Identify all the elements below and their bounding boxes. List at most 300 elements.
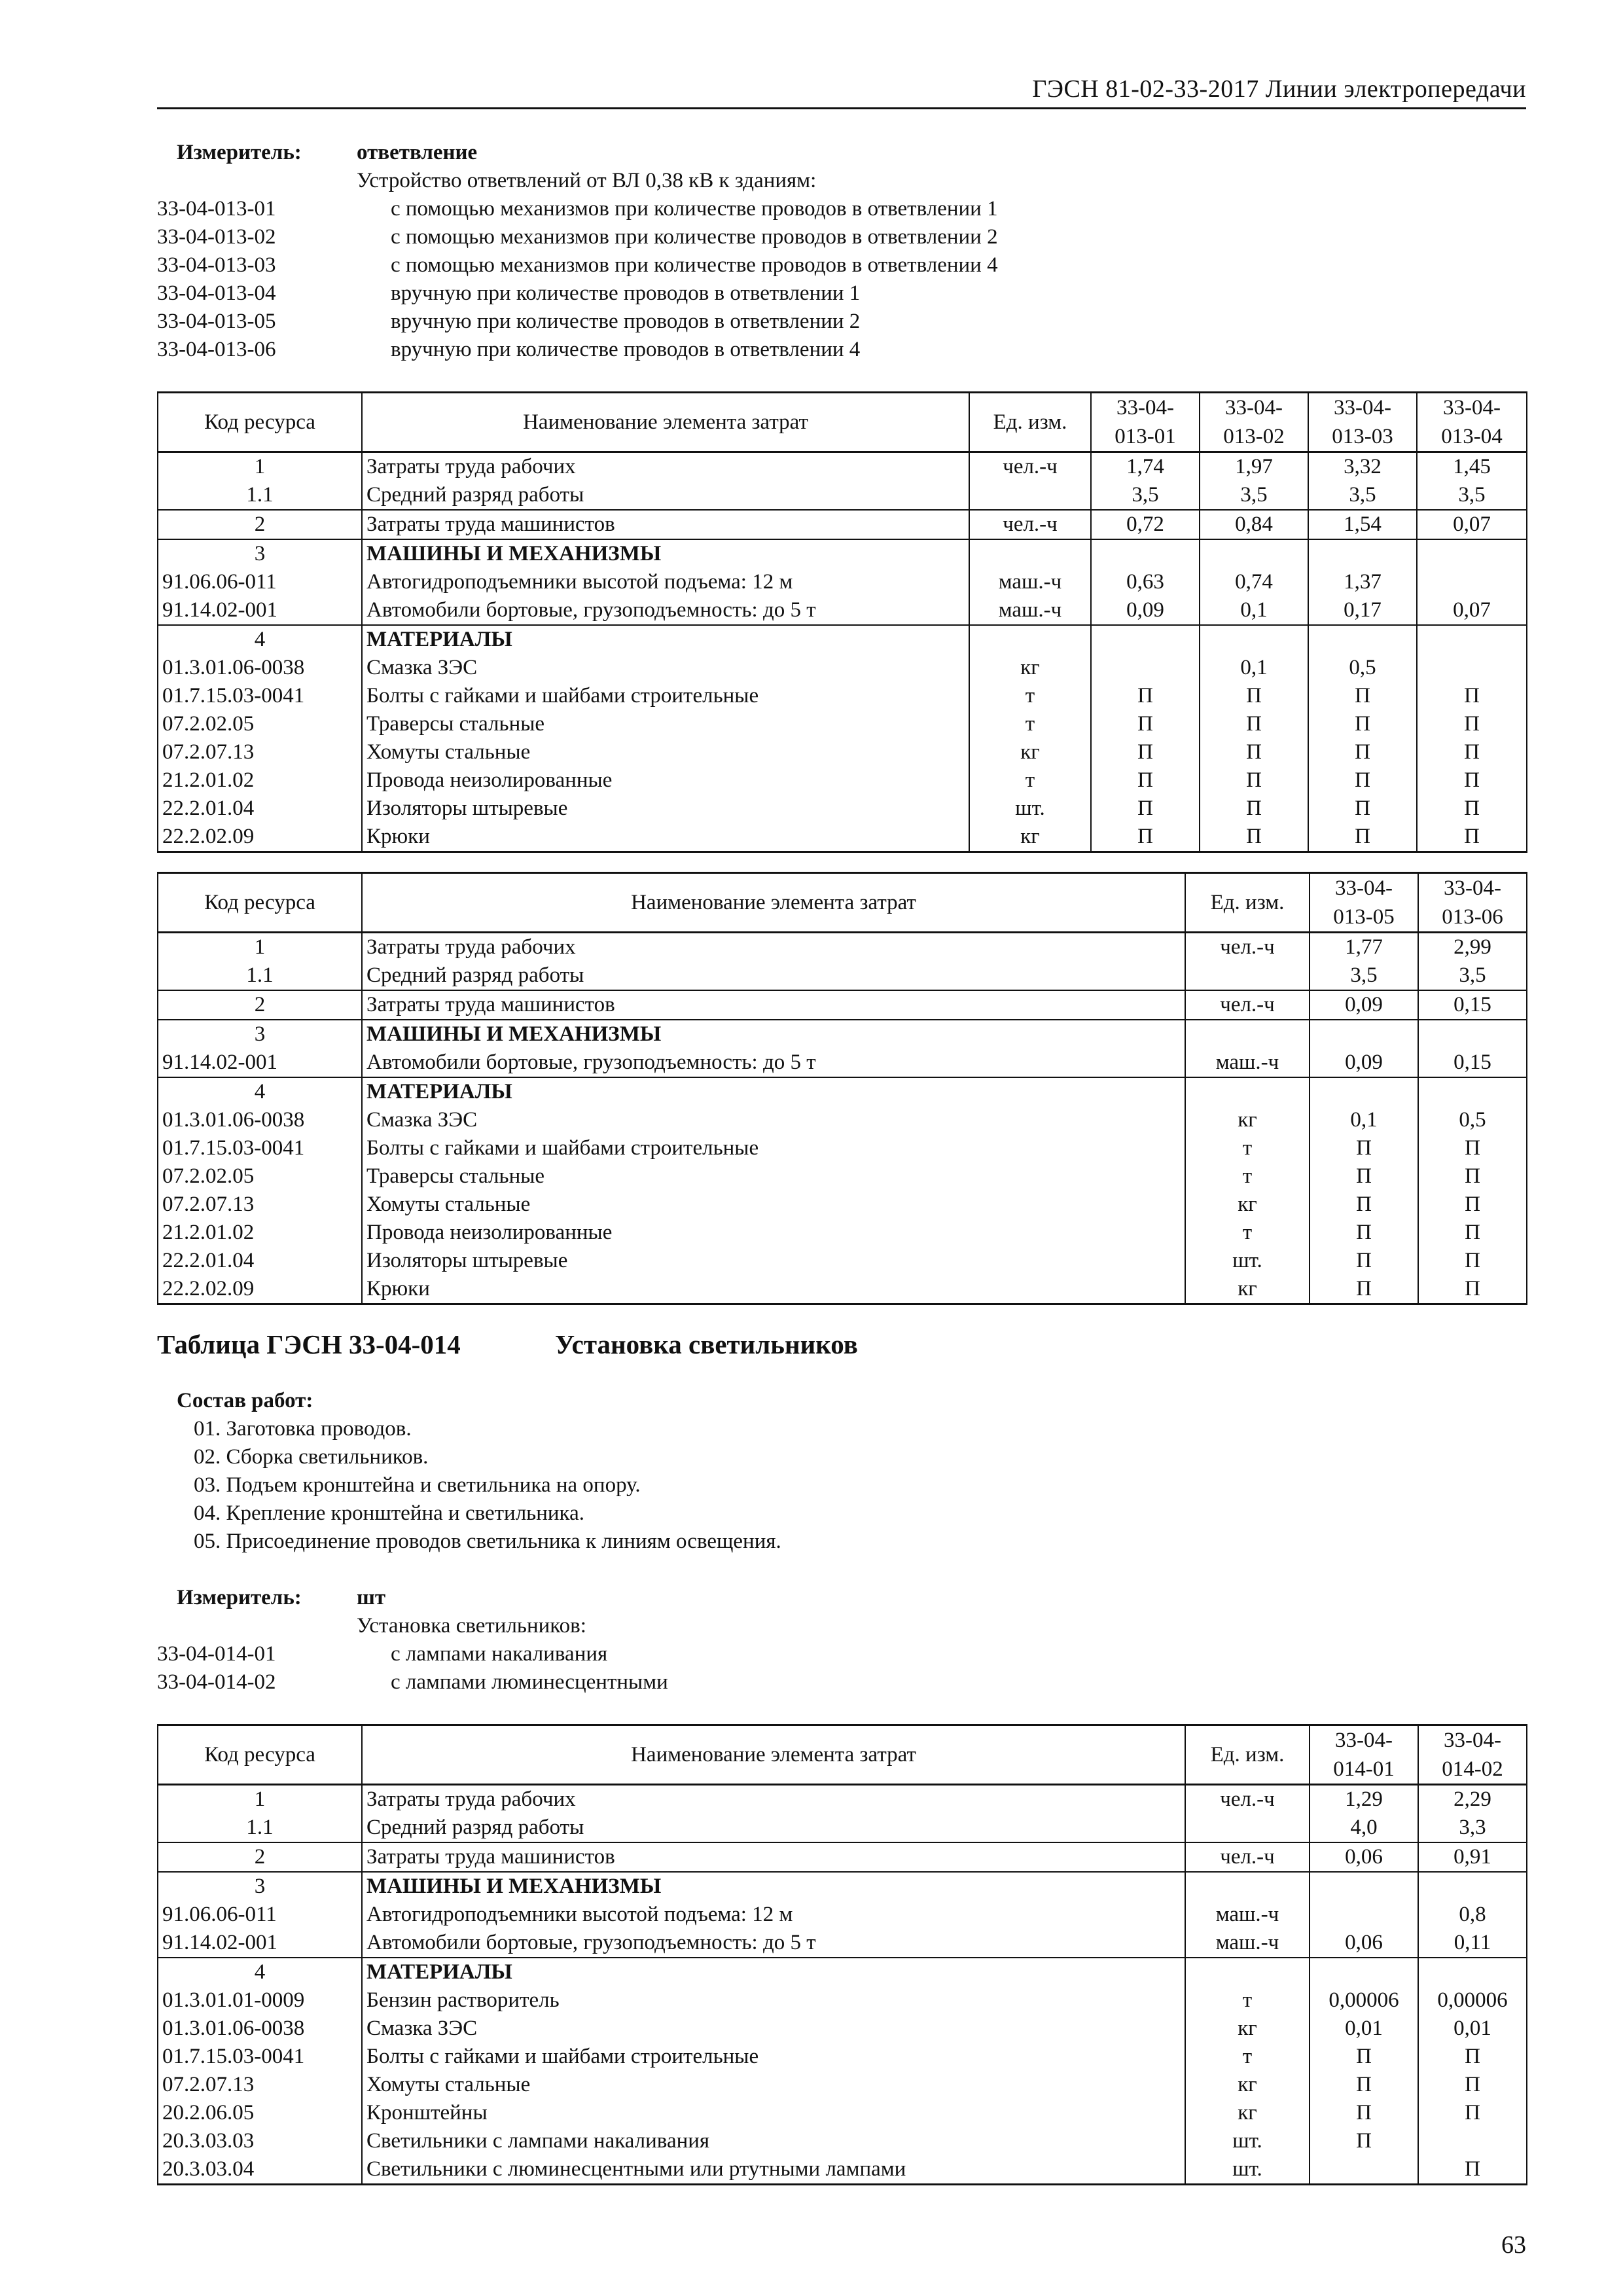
value-cell: П: [1310, 1162, 1418, 1191]
value-cell: 3,5: [1418, 961, 1527, 990]
table-row: [158, 2099, 1527, 2127]
unit: [1185, 1814, 1310, 1842]
value-cell: [1418, 1872, 1527, 1901]
unit: шт.: [1185, 1247, 1310, 1275]
cost-element-name: Автомобили бортовые, грузоподъемность: до 5 т: [362, 596, 969, 625]
cost-element-name: Автогидроподъемники высотой подъема: 12 м: [362, 568, 969, 596]
table-row: [158, 539, 1527, 568]
unit: т: [1185, 1134, 1310, 1162]
value-cell: П: [1417, 795, 1527, 823]
value-cell: П: [1091, 682, 1200, 710]
measure-row: [157, 139, 1526, 167]
intro-row: [157, 1612, 1526, 1640]
measure-item: [157, 1668, 1526, 1696]
unit: [1185, 961, 1310, 990]
intro-text: Устройство ответвлений от ВЛ 0,38 кВ к зданиям:: [357, 169, 817, 192]
unit: кг: [969, 654, 1091, 682]
value-cell: 0,09: [1310, 990, 1418, 1020]
cost-element-name: Затраты труда машинистов: [362, 1842, 1185, 1872]
item-code: 33-04-013-03: [157, 253, 276, 277]
resource-code: 01.3.01.06-0038: [158, 654, 362, 682]
unit: маш.-ч: [1185, 1049, 1310, 1077]
resource-code: 21.2.01.02: [158, 766, 362, 795]
unit: кг: [1185, 2071, 1310, 2099]
cost-element-name: Болты с гайками и шайбами строительные: [362, 2043, 1185, 2071]
measure-row: [157, 1584, 1526, 1612]
resource-code: 21.2.01.02: [158, 1219, 362, 1247]
resource-code: 91.06.06-011: [158, 1901, 362, 1929]
header-col-4: 33-04- 013-04: [1417, 393, 1527, 452]
resource-code: 91.14.02-001: [158, 1929, 362, 1958]
value-cell: 0,5: [1308, 654, 1417, 682]
table-row: [158, 1020, 1527, 1049]
cost-element-name: МАТЕРИАЛЫ: [362, 1958, 1185, 1986]
value-cell: 0,06: [1310, 1929, 1418, 1958]
unit: т: [969, 766, 1091, 795]
table-row: [158, 510, 1527, 539]
cost-element-name: Средний разряд работы: [362, 1814, 1185, 1842]
cost-element-name: Автомобили бортовые, грузоподъемность: до 5 т: [362, 1929, 1185, 1958]
table-row: [158, 795, 1527, 823]
value-cell: [1308, 539, 1417, 568]
resource-code: 22.2.01.04: [158, 1247, 362, 1275]
resource-code: 91.06.06-011: [158, 568, 362, 596]
value-cell: 4,0: [1310, 1814, 1418, 1842]
resource-code: 91.14.02-001: [158, 1049, 362, 1077]
resource-code: 1.1: [158, 961, 362, 990]
resource-code: 2: [158, 510, 362, 539]
value-cell: 1,37: [1308, 568, 1417, 596]
table-row: [158, 990, 1527, 1020]
unit: [1185, 1872, 1310, 1901]
value-cell: 0,00006: [1310, 1986, 1418, 2015]
resource-code: 20.3.03.03: [158, 2127, 362, 2155]
value-cell: П: [1200, 710, 1308, 738]
table-row: [158, 481, 1527, 510]
unit: маш.-ч: [969, 568, 1091, 596]
value-cell: П: [1418, 1162, 1527, 1191]
unit: маш.-ч: [1185, 1929, 1310, 1958]
value-cell: 3,32: [1308, 452, 1417, 482]
value-cell: [1310, 1958, 1418, 1986]
unit: кг: [1185, 1191, 1310, 1219]
value-cell: П: [1418, 2071, 1527, 2099]
value-cell: П: [1418, 1191, 1527, 1219]
unit: кг: [1185, 1106, 1310, 1134]
table-row: [158, 961, 1527, 990]
work-item: 02. Сборка светильников.: [194, 1445, 429, 1469]
value-cell: 1,77: [1310, 933, 1418, 962]
cost-element-name: Провода неизолированные: [362, 1219, 1185, 1247]
unit: чел.-ч: [1185, 933, 1310, 962]
item-code: 33-04-013-01: [157, 197, 276, 221]
resource-code: 20.3.03.04: [158, 2155, 362, 2185]
table-row: [158, 596, 1527, 625]
cost-element-name: Хомуты стальные: [362, 738, 969, 766]
resource-table-013-05-06: [157, 872, 1527, 1305]
resource-code: 07.2.02.05: [158, 1162, 362, 1191]
value-cell: [1091, 539, 1200, 568]
value-cell: П: [1091, 823, 1200, 852]
resource-code: 01.3.01.06-0038: [158, 1106, 362, 1134]
value-cell: 1,54: [1308, 510, 1417, 539]
cost-element-name: Затраты труда рабочих: [362, 933, 1185, 962]
resource-code: 01.7.15.03-0041: [158, 682, 362, 710]
value-cell: [1418, 2127, 1527, 2155]
work-item: 03. Подъем кронштейна и светильника на опору.: [194, 1473, 641, 1497]
unit: шт.: [969, 795, 1091, 823]
table-header-row: [158, 873, 1527, 933]
cost-element-name: Светильники с лампами накаливания: [362, 2127, 1185, 2155]
header-unit: Ед. изм.: [1185, 1725, 1310, 1785]
measure-item: [157, 195, 1526, 223]
header-unit: Ед. изм.: [1185, 873, 1310, 933]
item-text: вручную при количестве проводов в ответвлении 1: [391, 281, 861, 305]
value-cell: 3,5: [1091, 481, 1200, 510]
value-cell: 1,74: [1091, 452, 1200, 482]
measure-value: ответвление: [357, 141, 478, 164]
resource-code: 4: [158, 1077, 362, 1106]
table-row: [158, 1986, 1527, 2015]
work-item: 04. Крепление кронштейна и светильника.: [194, 1501, 584, 1525]
resource-code: 3: [158, 539, 362, 568]
unit: т: [969, 710, 1091, 738]
value-cell: П: [1200, 795, 1308, 823]
item-code: 33-04-014-02: [157, 1670, 276, 1694]
cost-element-name: Изоляторы штыревые: [362, 795, 969, 823]
value-cell: 0,1: [1200, 654, 1308, 682]
value-cell: П: [1417, 710, 1527, 738]
value-cell: [1418, 1077, 1527, 1106]
measure-value: шт: [357, 1586, 386, 1609]
value-cell: 3,5: [1310, 961, 1418, 990]
value-cell: 0,8: [1418, 1901, 1527, 1929]
value-cell: П: [1308, 682, 1417, 710]
value-cell: П: [1310, 2127, 1418, 2155]
cost-element-name: Хомуты стальные: [362, 1191, 1185, 1219]
table-row: [158, 1842, 1527, 1872]
resource-code: 01.7.15.03-0041: [158, 1134, 362, 1162]
resource-code: 22.2.02.09: [158, 1275, 362, 1304]
value-cell: 0,00006: [1418, 1986, 1527, 2015]
unit: [969, 539, 1091, 568]
resource-code: 07.2.02.05: [158, 710, 362, 738]
table-row: [158, 2043, 1527, 2071]
value-cell: [1417, 568, 1527, 596]
item-code: 33-04-013-05: [157, 310, 276, 333]
cost-element-name: Затраты труда рабочих: [362, 452, 969, 482]
resource-code: 01.3.01.06-0038: [158, 2015, 362, 2043]
unit: [969, 625, 1091, 654]
table-row: [158, 1077, 1527, 1106]
cost-element-name: Крюки: [362, 1275, 1185, 1304]
measure-item: [157, 223, 1526, 251]
table-row: [158, 2155, 1527, 2185]
unit: кг: [1185, 2099, 1310, 2127]
item-text: с лампами люминесцентными: [391, 1670, 668, 1694]
value-cell: 3,5: [1200, 481, 1308, 510]
cost-element-name: Светильники с люминесцентными или ртутными лампами: [362, 2155, 1185, 2185]
value-cell: [1091, 654, 1200, 682]
cost-element-name: Хомуты стальные: [362, 2071, 1185, 2099]
resource-code: 4: [158, 1958, 362, 1986]
value-cell: [1200, 539, 1308, 568]
table-row: [158, 738, 1527, 766]
measure-block-013: [157, 139, 1526, 364]
value-cell: П: [1310, 1275, 1418, 1304]
value-cell: 3,5: [1308, 481, 1417, 510]
value-cell: 0,06: [1310, 1842, 1418, 1872]
unit: кг: [969, 738, 1091, 766]
unit: [1185, 1020, 1310, 1049]
unit: т: [1185, 2043, 1310, 2071]
value-cell: П: [1308, 738, 1417, 766]
unit: чел.-ч: [1185, 990, 1310, 1020]
unit: маш.-ч: [969, 596, 1091, 625]
value-cell: 2,29: [1418, 1785, 1527, 1814]
table-row: [158, 2015, 1527, 2043]
cost-element-name: Крюки: [362, 823, 969, 852]
value-cell: П: [1308, 795, 1417, 823]
intro-row: [157, 167, 1526, 195]
table-row: [158, 1814, 1527, 1842]
work-title: Состав работ:: [177, 1389, 313, 1412]
table-row: [158, 1191, 1527, 1219]
cost-element-name: МАШИНЫ И МЕХАНИЗМЫ: [362, 1872, 1185, 1901]
header-code: Код ресурса: [158, 873, 362, 933]
header-col-2: 33-04- 013-02: [1200, 393, 1308, 452]
table-row: [158, 1901, 1527, 1929]
value-cell: 0,74: [1200, 568, 1308, 596]
value-cell: [1417, 654, 1527, 682]
resource-code: 1: [158, 1785, 362, 1814]
unit: т: [969, 682, 1091, 710]
resource-code: 01.7.15.03-0041: [158, 2043, 362, 2071]
value-cell: П: [1417, 682, 1527, 710]
table-row: [158, 1134, 1527, 1162]
table-row: [158, 1275, 1527, 1304]
unit: т: [1185, 1162, 1310, 1191]
value-cell: П: [1418, 2099, 1527, 2127]
cost-element-name: Смазка ЗЭС: [362, 2015, 1185, 2043]
cost-element-name: Автогидроподъемники высотой подъема: 12 м: [362, 1901, 1185, 1929]
resource-code: 07.2.07.13: [158, 1191, 362, 1219]
value-cell: [1417, 539, 1527, 568]
header-name: Наименование элемента затрат: [362, 1725, 1185, 1785]
resource-code: 91.14.02-001: [158, 596, 362, 625]
resource-code: 07.2.07.13: [158, 738, 362, 766]
resource-code: 2: [158, 990, 362, 1020]
unit: шт.: [1185, 2155, 1310, 2185]
value-cell: П: [1418, 1275, 1527, 1304]
table-row: [158, 1049, 1527, 1077]
cost-element-name: МАТЕРИАЛЫ: [362, 625, 969, 654]
unit: шт.: [1185, 2127, 1310, 2155]
value-cell: 0,1: [1310, 1106, 1418, 1134]
unit: т: [1185, 1219, 1310, 1247]
value-cell: П: [1310, 2099, 1418, 2127]
header-unit: Ед. изм.: [969, 393, 1091, 452]
resource-code: 1: [158, 933, 362, 962]
value-cell: [1310, 1077, 1418, 1106]
measure-block-014: [157, 1584, 1526, 1696]
cost-element-name: Автомобили бортовые, грузоподъемность: до 5 т: [362, 1049, 1185, 1077]
unit: чел.-ч: [969, 510, 1091, 539]
measure-label: Измеритель:: [177, 1586, 302, 1609]
cost-element-name: Смазка ЗЭС: [362, 1106, 1185, 1134]
table-row: [158, 823, 1527, 852]
cost-element-name: Траверсы стальные: [362, 1162, 1185, 1191]
table-row: [158, 1106, 1527, 1134]
work-item: 05. Присоединение проводов светильника к линиям освещения.: [194, 1530, 781, 1553]
value-cell: 3,3: [1418, 1814, 1527, 1842]
cost-element-name: МАТЕРИАЛЫ: [362, 1077, 1185, 1106]
value-cell: [1310, 2155, 1418, 2185]
cost-element-name: Средний разряд работы: [362, 481, 969, 510]
value-cell: [1200, 625, 1308, 654]
measure-item: [157, 279, 1526, 308]
resource-code: 20.2.06.05: [158, 2099, 362, 2127]
value-cell: П: [1200, 738, 1308, 766]
table-header-row: [158, 1725, 1527, 1785]
value-cell: П: [1417, 823, 1527, 852]
value-cell: П: [1418, 2043, 1527, 2071]
value-cell: П: [1310, 1191, 1418, 1219]
unit: [1185, 1958, 1310, 1986]
header-name: Наименование элемента затрат: [362, 393, 969, 452]
resource-code: 1.1: [158, 481, 362, 510]
value-cell: 0,09: [1091, 596, 1200, 625]
item-code: 33-04-013-02: [157, 225, 276, 249]
cost-element-name: Провода неизолированные: [362, 766, 969, 795]
resource-code: 3: [158, 1020, 362, 1049]
item-text: с помощью механизмов при количестве проводов в ответвлении 4: [391, 253, 998, 277]
value-cell: 0,07: [1417, 510, 1527, 539]
value-cell: [1310, 1020, 1418, 1049]
table-row: [158, 1162, 1527, 1191]
table-row: [158, 625, 1527, 654]
value-cell: 0,15: [1418, 990, 1527, 1020]
measure-item: [157, 1640, 1526, 1668]
measure-label: Измеритель:: [177, 141, 302, 164]
header-col-3: 33-04- 013-03: [1308, 393, 1417, 452]
item-text: вручную при количестве проводов в ответвлении 2: [391, 310, 861, 333]
value-cell: П: [1310, 1219, 1418, 1247]
table-row: [158, 766, 1527, 795]
value-cell: П: [1308, 823, 1417, 852]
value-cell: 0,01: [1310, 2015, 1418, 2043]
cost-element-name: Затраты труда машинистов: [362, 990, 1185, 1020]
work-item: 01. Заготовка проводов.: [194, 1417, 412, 1441]
value-cell: 0,01: [1418, 2015, 1527, 2043]
value-cell: П: [1417, 738, 1527, 766]
header-name: Наименование элемента затрат: [362, 873, 1185, 933]
item-code: 33-04-013-04: [157, 281, 276, 305]
cost-element-name: Средний разряд работы: [362, 961, 1185, 990]
work-composition: [157, 1386, 781, 1556]
table-name: Установка светильников: [555, 1329, 858, 1359]
table-row: [158, 1785, 1527, 1814]
resource-code: 3: [158, 1872, 362, 1901]
table-row: [158, 1872, 1527, 1901]
unit: чел.-ч: [1185, 1842, 1310, 1872]
resource-code: 22.2.01.04: [158, 795, 362, 823]
unit: [1185, 1077, 1310, 1106]
value-cell: П: [1308, 710, 1417, 738]
value-cell: П: [1091, 795, 1200, 823]
unit: [969, 481, 1091, 510]
measure-item: [157, 336, 1526, 364]
resource-table-013-01-04: [157, 391, 1527, 853]
value-cell: 0,1: [1200, 596, 1308, 625]
table-row: [158, 2071, 1527, 2099]
cost-element-name: Болты с гайками и шайбами строительные: [362, 682, 969, 710]
table-row: [158, 568, 1527, 596]
item-text: с лампами накаливания: [391, 1642, 608, 1666]
unit: чел.-ч: [969, 452, 1091, 482]
value-cell: 0,15: [1418, 1049, 1527, 1077]
value-cell: 1,29: [1310, 1785, 1418, 1814]
value-cell: П: [1418, 1134, 1527, 1162]
value-cell: [1310, 1901, 1418, 1929]
table-header-row: [158, 393, 1527, 452]
table-row: [158, 2127, 1527, 2155]
value-cell: П: [1091, 738, 1200, 766]
value-cell: 0,72: [1091, 510, 1200, 539]
value-cell: 2,99: [1418, 933, 1527, 962]
unit: кг: [1185, 2015, 1310, 2043]
cost-element-name: Изоляторы штыревые: [362, 1247, 1185, 1275]
cost-element-name: Затраты труда машинистов: [362, 510, 969, 539]
table-row: [158, 1219, 1527, 1247]
value-cell: П: [1310, 1134, 1418, 1162]
table-row: [158, 1958, 1527, 1986]
cost-element-name: МАШИНЫ И МЕХАНИЗМЫ: [362, 1020, 1185, 1049]
unit: чел.-ч: [1185, 1785, 1310, 1814]
table-row: [158, 452, 1527, 482]
value-cell: 0,91: [1418, 1842, 1527, 1872]
resource-code: 4: [158, 625, 362, 654]
value-cell: П: [1091, 710, 1200, 738]
value-cell: [1308, 625, 1417, 654]
header-title: ГЭСН 81-02-33-2017 Линии электропередачи: [1032, 75, 1526, 103]
item-text: с помощью механизмов при количестве проводов в ответвлении 2: [391, 225, 998, 249]
resource-code: 1.1: [158, 1814, 362, 1842]
header-col-1: 33-04- 014-01: [1310, 1725, 1418, 1785]
unit: кг: [1185, 1275, 1310, 1304]
measure-item: [157, 251, 1526, 279]
cost-element-name: Бензин растворитель: [362, 1986, 1185, 2015]
value-cell: П: [1418, 1219, 1527, 1247]
value-cell: 3,5: [1417, 481, 1527, 510]
cost-element-name: МАШИНЫ И МЕХАНИЗМЫ: [362, 539, 969, 568]
item-text: вручную при количестве проводов в ответвлении 4: [391, 338, 861, 361]
table-row: [158, 682, 1527, 710]
table-row: [158, 710, 1527, 738]
resource-code: 01.3.01.01-0009: [158, 1986, 362, 2015]
table-number: Таблица ГЭСН 33-04-014: [157, 1329, 461, 1359]
value-cell: [1417, 625, 1527, 654]
value-cell: 0,17: [1308, 596, 1417, 625]
page-header: [157, 71, 1526, 109]
value-cell: П: [1418, 1247, 1527, 1275]
cost-element-name: Кронштейны: [362, 2099, 1185, 2127]
intro-text: Установка светильников:: [357, 1614, 586, 1638]
value-cell: 0,07: [1417, 596, 1527, 625]
value-cell: П: [1308, 766, 1417, 795]
header-code: Код ресурса: [158, 1725, 362, 1785]
page-number: 63: [1501, 2231, 1526, 2259]
